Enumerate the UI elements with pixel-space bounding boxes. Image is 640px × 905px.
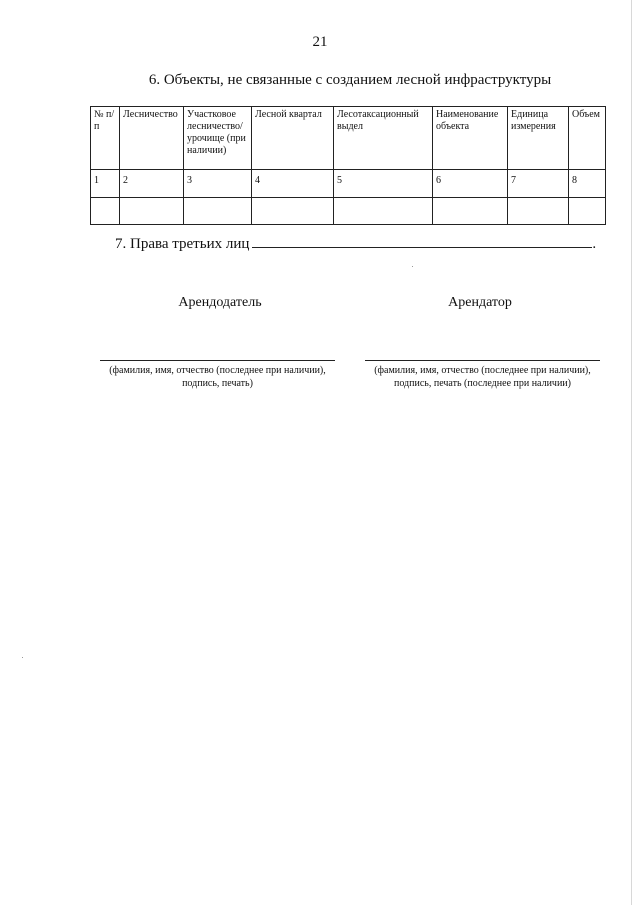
third-party-rights-line <box>252 233 592 248</box>
table-header-cell: Лесничество <box>120 107 184 170</box>
caption-line: (фамилия, имя, отчество (последнее при наличии), <box>374 365 591 376</box>
scan-speck <box>22 657 23 658</box>
table-cell <box>433 198 508 225</box>
table-header-cell: Единица измерения <box>508 107 569 170</box>
lessor-signature-line <box>100 360 335 361</box>
section-7-end-mark: . <box>592 236 597 252</box>
table-cell: 2 <box>120 170 184 198</box>
table-header-cell: № п/п <box>91 107 120 170</box>
lessor-signature-caption <box>95 364 340 390</box>
lessor-title: Арендодатель <box>178 295 262 310</box>
lessee-signature-caption <box>355 364 610 390</box>
table-header-cell: Лесотаксационный выдел <box>334 107 433 170</box>
table-cell <box>508 198 569 225</box>
lessee-title: Арендатор <box>448 295 512 310</box>
table-cell: 7 <box>508 170 569 198</box>
table-cell: 1 <box>91 170 120 198</box>
table-cell <box>120 198 184 225</box>
table-cell <box>334 198 433 225</box>
table-cell: 8 <box>569 170 606 198</box>
table-header-cell: Участковое лесничество/ урочище (при наличии) <box>184 107 252 170</box>
table-cell: 5 <box>334 170 433 198</box>
table-header-cell: Объем <box>569 107 606 170</box>
objects-table <box>90 106 606 225</box>
section-7-title: 7. Права третьих лиц <box>115 236 250 252</box>
scan-edge <box>631 0 632 905</box>
table-empty-row <box>91 198 606 225</box>
section-7 <box>115 233 596 253</box>
table-cell <box>184 198 252 225</box>
table-cell <box>91 198 120 225</box>
lessee-signature-line <box>365 360 600 361</box>
table-cell <box>252 198 334 225</box>
caption-line: подпись, печать) <box>182 378 253 389</box>
table-cell: 6 <box>433 170 508 198</box>
table-number-row <box>91 170 606 198</box>
caption-line: подпись, печать (последнее при наличии) <box>393 378 571 389</box>
table-header-cell: Лесной квартал <box>252 107 334 170</box>
caption-line: (фамилия, имя, отчество (последнее при наличии), <box>109 365 326 376</box>
table-cell: 4 <box>252 170 334 198</box>
table-header-cell: Наименование объекта <box>433 107 508 170</box>
table-cell <box>569 198 606 225</box>
table-header-row <box>91 107 606 170</box>
page-number: 21 <box>312 34 328 50</box>
section-6-title: 6. Объекты, не связанные с созданием лесной инфраструктуры <box>148 72 552 88</box>
table-cell: 3 <box>184 170 252 198</box>
scan-speck <box>412 266 413 267</box>
